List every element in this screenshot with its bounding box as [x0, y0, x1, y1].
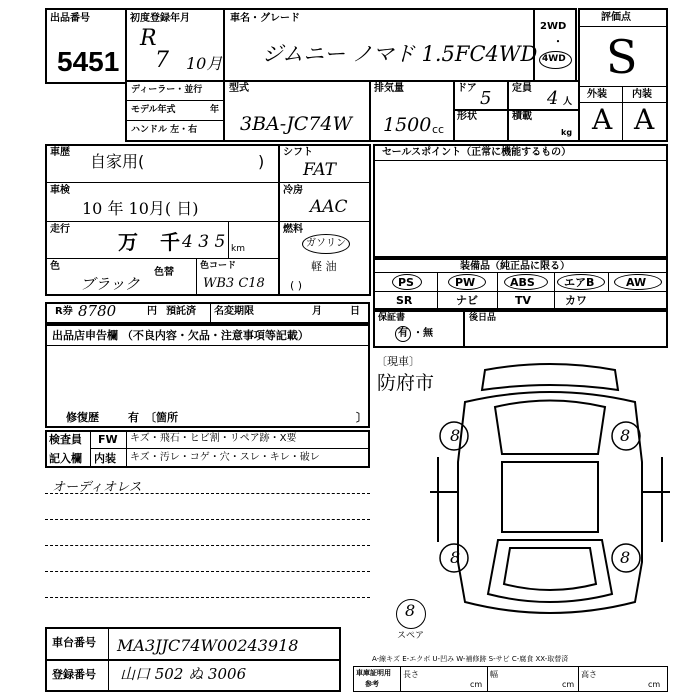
- warranty-label: 保証書: [378, 313, 406, 323]
- load-unit: kg: [561, 128, 573, 137]
- damage-legend: A-線キズ E-エクボ U-凹み W-補修跡 S-サビ C-腐食 XX-取替済: [372, 655, 569, 663]
- tire-mark-fl: 8: [450, 426, 461, 445]
- engine-value: 1500: [383, 114, 432, 136]
- inspection-value: 10 年 10月( 日): [82, 199, 199, 218]
- cert-label: 車庫証明用: [356, 669, 391, 677]
- inspector-label-2: 記入欄: [49, 452, 82, 465]
- repair-label: 修復歴: [66, 411, 99, 424]
- equip-abs: ABS: [510, 276, 535, 289]
- handle-label: ハンドル 左・右: [131, 125, 198, 135]
- recycle-deposit: 預託済: [166, 306, 196, 317]
- cooler-value: AAC: [310, 197, 348, 217]
- name-change-label: 名変期限: [214, 306, 254, 317]
- fuel-petrol: ガソリン: [306, 238, 346, 249]
- repair-has: 有: [128, 411, 139, 424]
- current-loc-label: 〔現車〕: [376, 355, 420, 368]
- equip-navi: ナビ: [456, 294, 478, 307]
- shift-label: シフト: [283, 147, 313, 158]
- ext-rating: A: [592, 103, 613, 136]
- color-code: WB3 C18: [203, 276, 265, 291]
- spare-label: スペア: [397, 631, 425, 641]
- type-label: 型式: [229, 83, 249, 94]
- repair-close: 〕: [356, 411, 367, 424]
- dim-length-label: 長さ: [403, 670, 419, 679]
- int-rating: A: [634, 103, 655, 136]
- cooler-label: 冷房: [283, 185, 303, 196]
- mileage-sen: 千: [160, 230, 180, 254]
- inspector-int: 内装: [94, 452, 116, 465]
- inspector-label-1: 検査員: [49, 433, 82, 446]
- repair-place: 〔箇所: [145, 411, 178, 424]
- equip-ps: PS: [398, 276, 414, 289]
- rating-value: S: [606, 30, 638, 84]
- color-change-label: 色替: [154, 267, 174, 278]
- color-code-label: 色コード: [200, 261, 237, 271]
- dim-width-label: 幅: [490, 670, 498, 679]
- inspector-int-text: キズ・汚レ・コゲ・穴・スレ・キレ・破レ: [130, 452, 320, 463]
- history-value: 自家用(: [90, 152, 145, 171]
- recycle-value: 8780: [78, 302, 117, 320]
- recycle-unit: 円: [147, 306, 157, 317]
- dim-height-label: 高さ: [581, 670, 597, 679]
- mileage-unit: km: [231, 244, 245, 254]
- equip-pw: PW: [455, 276, 476, 289]
- dealer-label: ディーラー・並行: [131, 85, 203, 95]
- fuel-paren: ( ): [290, 279, 303, 292]
- equip-tv: TV: [515, 294, 532, 307]
- drive-dot: ・: [553, 37, 563, 48]
- history-close: ): [258, 152, 265, 171]
- shift-value: FAT: [303, 160, 337, 180]
- name-change-day: 日: [350, 306, 360, 317]
- car-damage-diagram: [420, 362, 680, 632]
- model-year-label: モデル年式: [131, 105, 176, 115]
- plate-value: 山口 502 ぬ 3006: [120, 665, 247, 683]
- warranty-has: 有: [398, 328, 408, 339]
- dim-height-unit: cm: [648, 680, 661, 689]
- engine-label: 排気量: [374, 83, 404, 94]
- model-value: ジムニー ノマド 1.5FC4WD: [262, 42, 538, 66]
- door-value: 5: [480, 88, 492, 109]
- note-line-1: オーディオレス: [52, 480, 142, 495]
- model-year-unit: 年: [210, 105, 220, 115]
- capacity-label: 定員: [512, 83, 532, 94]
- drive-4wd: 4WD: [542, 54, 566, 64]
- first-reg-month: 10月: [186, 54, 223, 73]
- drive-2wd: 2WD: [540, 21, 567, 32]
- dim-length-unit: cm: [470, 680, 483, 689]
- door-label: ドア: [457, 83, 477, 94]
- name-change-month: 月: [312, 306, 322, 317]
- history-label: 車歴: [50, 147, 70, 158]
- sales-point-label: セールスポイント（正常に機能するもの）: [382, 147, 572, 158]
- capacity-unit: 人: [563, 97, 573, 107]
- sales-point-box: [373, 144, 668, 258]
- capacity-value: 4: [547, 88, 559, 109]
- warranty-none: ・無: [413, 328, 433, 339]
- cert-sub: 参考: [365, 680, 379, 688]
- recycle-label: R券: [55, 306, 73, 317]
- plate-label: 登録番号: [52, 668, 96, 681]
- equip-airbag: エアB: [564, 276, 595, 289]
- inspector-fw-text: キズ・飛石・ヒビ割・リペア跡・X要: [130, 433, 297, 444]
- mileage-label: 走行: [50, 224, 70, 235]
- mileage-man: 万: [118, 230, 138, 254]
- lot-label: 出品番号: [50, 13, 90, 24]
- later-label: 後日品: [469, 313, 497, 323]
- ext-label: 外装: [587, 89, 607, 100]
- model-label: 車名・グレード: [230, 13, 300, 24]
- vin-label: 車台番号: [52, 636, 96, 649]
- fuel-diesel: 軽 油: [311, 260, 337, 273]
- color-label: 色: [50, 261, 60, 272]
- inspection-label: 車検: [50, 185, 70, 196]
- tire-mark-rr: 8: [620, 548, 631, 567]
- color-value: ブラック: [80, 275, 140, 293]
- type-value: 3BA-JC74W: [240, 113, 353, 135]
- tire-mark-spare: 8: [405, 601, 416, 620]
- tire-mark-fr: 8: [620, 426, 631, 445]
- equip-sr: SR: [396, 294, 413, 307]
- lot-number: 5451: [57, 46, 120, 77]
- tire-mark-rl: 8: [450, 548, 461, 567]
- declaration-label: 出品店申告欄 （不良内容・欠品・注意事項等記載）: [52, 329, 309, 342]
- load-label: 積載: [512, 111, 532, 122]
- first-reg-era: R: [140, 26, 157, 51]
- equip-leather: カワ: [565, 294, 587, 307]
- shape-label: 形状: [457, 111, 477, 122]
- int-label: 内装: [632, 89, 652, 100]
- equip-aw: AW: [626, 276, 647, 289]
- current-loc-value: 防府市: [377, 372, 435, 394]
- equipment-label: 装備品（純正品に限る）: [460, 261, 570, 272]
- inspector-fw: FW: [98, 433, 118, 446]
- fuel-label: 燃料: [283, 224, 303, 235]
- dim-width-unit: cm: [562, 680, 575, 689]
- first-reg-year: 7: [155, 48, 169, 73]
- vin-value: MA3JJC74W00243918: [117, 636, 299, 655]
- first-reg-label: 初度登録年月: [130, 13, 190, 24]
- engine-unit: cc: [432, 123, 445, 136]
- mileage-value: 4 3 5: [182, 232, 226, 252]
- rating-label: 評価点: [601, 12, 631, 23]
